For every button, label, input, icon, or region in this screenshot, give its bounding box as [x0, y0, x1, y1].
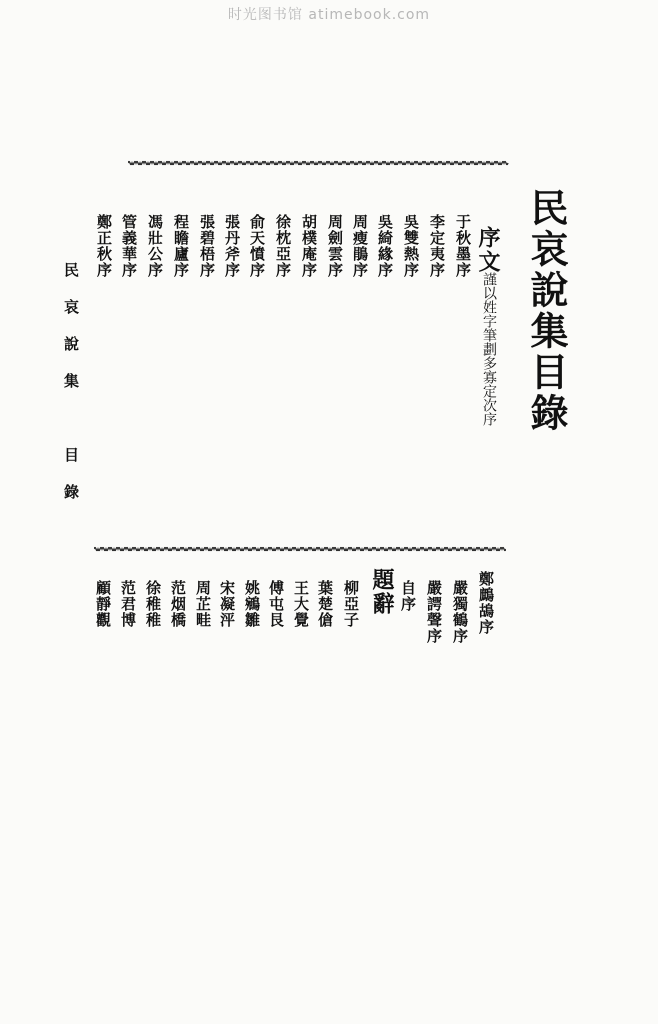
watermark: 时光图书馆 atimebook.com [227, 7, 431, 23]
running-head: 民哀說集 目錄 [62, 262, 80, 521]
inscription-entry: 傅屯艮 [267, 580, 285, 628]
inscription-entry: 姚鵷雛 [243, 580, 261, 628]
preface-entry: 鄭鷓鴣序 [477, 571, 495, 635]
inscription-entry: 葉楚傖 [316, 580, 334, 628]
inscription-entry: 宋凝泙 [218, 580, 236, 628]
preface-entry: 管義華序 [120, 214, 138, 278]
preface-entry: 于秋墨序 [454, 214, 472, 278]
preface-entry: 胡樸庵序 [300, 214, 318, 278]
preface-entry: 李定夷序 [428, 214, 446, 278]
preface-entry: 程瞻廬序 [172, 214, 190, 278]
inscriptions-heading: 題辭 [369, 568, 395, 616]
top-wavy-rule [128, 158, 510, 168]
preface-entry: 嚴獨鶴序 [451, 580, 469, 644]
author-preface: 自序 [399, 580, 417, 612]
inscription-entry: 范君博 [119, 580, 137, 628]
preface-entry: 吳雙熱序 [402, 214, 420, 278]
preface-entry: 張丹斧序 [223, 214, 241, 278]
preface-entry: 周劍雲序 [326, 214, 344, 278]
inscription-entry: 徐稚稚 [144, 580, 162, 628]
preface-entry: 吳綺緣序 [376, 214, 394, 278]
preface-entry: 鄭正秋序 [95, 214, 113, 278]
preface-entry: 俞天憤序 [248, 214, 266, 278]
preface-entry: 周瘦鵑序 [351, 214, 369, 278]
prefaces-note: 謹以姓字筆劃多寡定次序 [481, 272, 497, 426]
preface-entry: 徐枕亞序 [274, 214, 292, 278]
inscription-entry: 范烟橋 [169, 580, 187, 628]
prefaces-heading: 序文 [475, 226, 501, 274]
inscription-entry: 柳亞子 [342, 580, 360, 628]
middle-wavy-rule [94, 544, 506, 554]
preface-entry: 馮壯公序 [146, 214, 164, 278]
inscription-entry: 王大覺 [292, 580, 310, 628]
preface-entry: 張碧梧序 [198, 214, 216, 278]
page-title: 民哀說集目錄 [524, 188, 569, 434]
inscription-entry: 周芷畦 [194, 580, 212, 628]
preface-entry: 嚴諤聲序 [425, 580, 443, 644]
inscription-entry: 顧靜觀 [94, 580, 112, 628]
